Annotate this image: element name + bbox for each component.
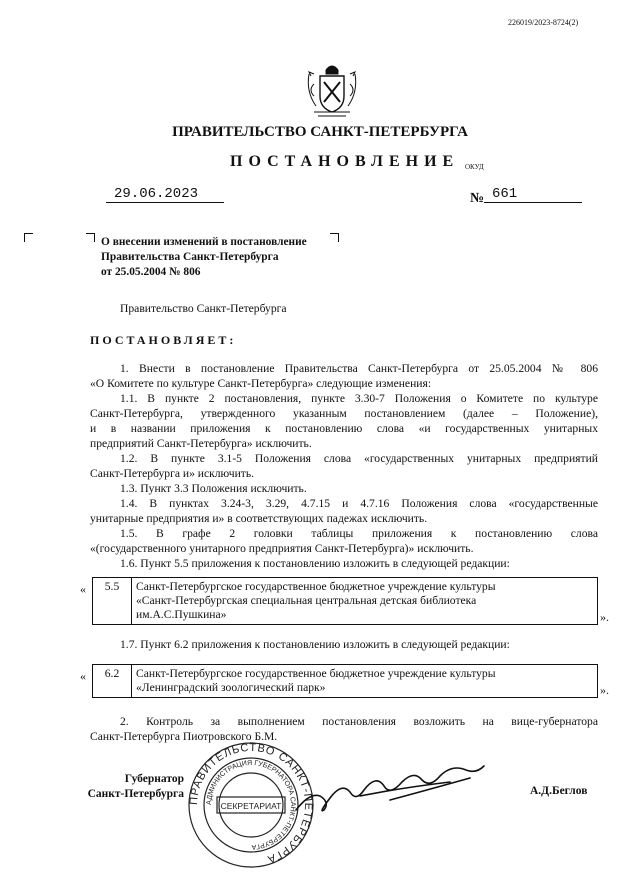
- handwritten-signature: [290, 752, 490, 822]
- postanovlyaet-heading: ПОСТАНОВЛЯЕТ:: [90, 333, 237, 347]
- table1-close-quote: ».: [600, 610, 609, 624]
- corner-mark-left: [24, 233, 33, 242]
- document-type: ПОСТАНОВЛЕНИЕ: [230, 153, 460, 170]
- signatory-name: А.Д.Беглов: [530, 785, 588, 797]
- title-line: О внесении изменений в постановление: [101, 236, 307, 248]
- table1-open-quote: «: [80, 582, 86, 596]
- body-line: и в названии приложения к постановлению слова «и государственных унитарных: [90, 422, 598, 435]
- table2-row-number: 6.2: [93, 665, 132, 698]
- table1-line: «Санкт-Петербургская специальная центральная детская библиотека: [136, 594, 477, 607]
- stamp-center-text: СЕКРЕТАРИАТ: [220, 801, 282, 811]
- body-line: 1.1. В пункте 2 постановления, пункте 3.30-7 Положения о Комитете по культуре: [120, 392, 598, 405]
- registration-number: 226019/2023-8724(2): [508, 18, 579, 27]
- number-label: №: [470, 191, 485, 206]
- table2-open-quote: «: [80, 669, 86, 683]
- position-line: Губернатор: [124, 773, 184, 785]
- body-line: 1.4. В пунктах 3.24-3, 3.29, 4.7.15 и 4.7.16 Положения слова «государственные: [120, 497, 598, 510]
- table1-row-number: 5.5: [93, 578, 132, 625]
- signatory-position: [74, 772, 184, 802]
- table2-close-quote: ».: [600, 683, 609, 697]
- table1-institution-cell: [132, 578, 598, 625]
- item-2-line: 2. Контроль за выполнением постановления возложить на вице-губернатора: [120, 715, 598, 728]
- body-line: 1.2. В пункте 3.1-5 Положения слова «государственных унитарных предприятий: [120, 452, 598, 465]
- title-line: Правительства Санкт-Петербурга: [101, 251, 279, 263]
- stamp-inner-text: АДМИНИСТРАЦИЯ ГУБЕРНАТОРА САНКТ-ПЕТЕРБУРГА: [205, 759, 297, 851]
- stamp-outer-text: ПРАВИТЕЛЬСТВО САНКТ-ПЕТЕРБУРГА: [187, 741, 315, 866]
- body-line: «(государственного унитарного предприятия Санкт-Петербурга)» исключить.: [90, 542, 474, 555]
- body-line: 1.6. Пункт 5.5 приложения к постановлению изложить в следующей редакции:: [120, 557, 510, 570]
- body-line: предприятий Санкт-Петербурга» исключить.: [90, 437, 312, 450]
- title-line: от 25.05.2004 № 806: [101, 266, 201, 278]
- table2-line: «Ленинградский зоологический парк»: [136, 681, 326, 694]
- appendix-table-6-2: [92, 664, 598, 698]
- table1-line: им.А.С.Пушкина»: [136, 608, 227, 621]
- body-line: «О Комитете по культуре Санкт-Петербурга» следующие изменения:: [90, 377, 432, 390]
- table2-institution-cell: [132, 665, 598, 698]
- item-2-line: Санкт-Петербурга Пиотровского Б.М.: [90, 730, 278, 743]
- body-line: 1. Внести в постановление Правительства Санкт-Петербурга от 25.05.2004 № 806: [120, 362, 598, 375]
- intro-text: Правительство Санкт-Петербурга: [120, 302, 287, 315]
- corner-mark-title-left: [86, 233, 95, 242]
- body-line: 1.5. В графе 2 головки таблицы приложения к постановлению слова: [120, 527, 598, 540]
- body-line: 1.3. Пункт 3.3 Положения исключить.: [120, 482, 307, 495]
- document-date: 29.06.2023: [106, 186, 224, 203]
- table1-line: Санкт-Петербургское государственное бюджетное учреждение культуры: [136, 580, 496, 593]
- document-number: 661: [484, 186, 582, 203]
- coat-of-arms-icon: [306, 62, 358, 120]
- table2-line: Санкт-Петербургское государственное бюджетное учреждение культуры: [136, 667, 496, 680]
- body-line: Санкт-Петербурга, утвержденного указанным постановлением (далее – Положение),: [90, 407, 598, 420]
- item-1-7: 1.7. Пункт 6.2 приложения к постановлению изложить в следующей редакции:: [120, 638, 510, 651]
- position-line: Санкт-Петербурга: [87, 788, 184, 800]
- organization-name: ПРАВИТЕЛЬСТВО САНКТ-ПЕТЕРБУРГА: [172, 124, 468, 140]
- appendix-table-5-5: [92, 577, 598, 625]
- body-line: Санкт-Петербурга и» исключить.: [90, 467, 255, 480]
- document-title: [101, 235, 351, 280]
- body-line: унитарные предприятия и» в соответствующих падежах исключить.: [90, 512, 428, 525]
- okud-label: ОКУД: [465, 163, 484, 171]
